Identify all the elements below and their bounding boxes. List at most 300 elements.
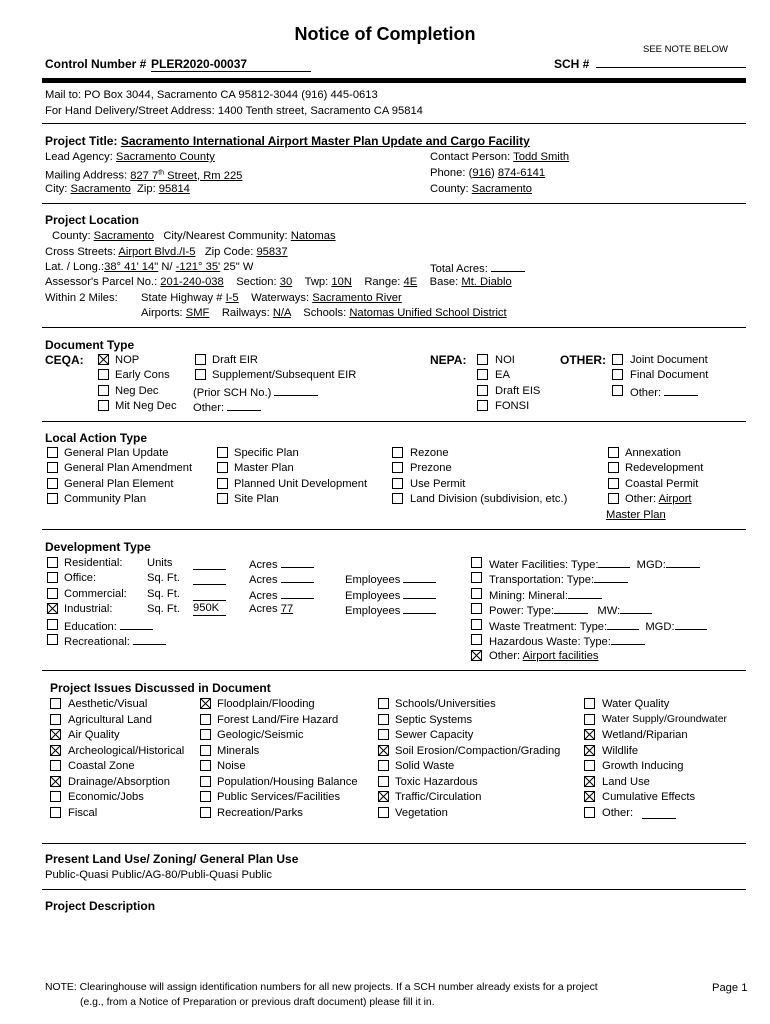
lat-suffix: N/: [158, 261, 176, 273]
checkbox-site-plan[interactable]: [217, 493, 228, 504]
mailing-street-number: 827 7: [130, 169, 159, 182]
checkbox-issue-sewer-capacity[interactable]: [378, 729, 389, 740]
residential-units-label: Units: [147, 557, 173, 569]
waste-treatment-type-field[interactable]: [607, 618, 639, 630]
power-label: Power: Type:: [489, 605, 555, 617]
issue-label-growth-inducing: Growth Inducing: [602, 760, 684, 772]
checkbox-power[interactable]: [471, 603, 482, 614]
checkbox-issue-archeological-historical[interactable]: [50, 745, 61, 756]
hazardous-waste-field[interactable]: [611, 633, 645, 645]
waste-treatment-mgd-label: MGD:: [645, 621, 675, 633]
checkbox-specific-plan[interactable]: [217, 447, 228, 458]
checkbox-issue-schools-universities[interactable]: [378, 698, 389, 709]
doc-other-row: [630, 384, 698, 400]
commercial-acres-label: Acres: [249, 590, 278, 602]
checkbox-use-permit[interactable]: [392, 478, 403, 489]
checkbox-issue-drainage-absorption[interactable]: [50, 776, 61, 787]
checkbox-general-plan-amendment[interactable]: [47, 462, 58, 473]
lead-agency-label: Lead Agency:: [45, 151, 113, 163]
residential-label: Residential:: [64, 557, 123, 569]
sch-number-field[interactable]: [596, 67, 746, 68]
industrial-sqft-label: Sq. Ft.: [147, 603, 180, 615]
lat-long-row: [45, 260, 253, 274]
document-type-heading: Document Type: [45, 338, 135, 352]
divider: [42, 670, 746, 671]
checkbox-final-document[interactable]: [612, 369, 623, 380]
base-label: Base:: [429, 276, 459, 288]
hazardous-waste-label: Hazardous Waste: Type:: [489, 636, 611, 648]
page-number: Page 1: [712, 982, 748, 994]
land-division-label: Land Division (subdivision, etc.): [410, 493, 568, 505]
checkbox-issue-recreation-parks[interactable]: [200, 807, 211, 818]
checkbox-community-plan[interactable]: [47, 493, 58, 504]
city-label: City:: [45, 183, 68, 195]
checkbox-water-facilities[interactable]: [471, 557, 482, 568]
issue-label-noise: Noise: [217, 760, 246, 772]
section-value[interactable]: 30: [279, 276, 293, 288]
see-note-below: SEE NOTE BELOW: [643, 44, 728, 55]
neg-dec-label: Neg Dec: [115, 385, 159, 397]
section-label: Section:: [236, 276, 277, 288]
railways-value[interactable]: N/A: [272, 307, 291, 319]
general-plan-amendment-label: General Plan Amendment: [64, 462, 193, 474]
annexation-label: Annexation: [625, 447, 681, 459]
checkbox-office[interactable]: [47, 572, 58, 583]
checkbox-rezone[interactable]: [392, 447, 403, 458]
office-employees-field[interactable]: [403, 571, 436, 583]
project-description-field[interactable]: [45, 918, 745, 974]
checkbox-issue-land-use[interactable]: [584, 776, 595, 787]
community-plan-label: Community Plan: [64, 493, 147, 505]
education-label: Education:: [64, 621, 117, 633]
industrial-label: Industrial:: [64, 603, 113, 615]
education-row: [64, 618, 153, 634]
recreational-label: Recreational:: [64, 636, 130, 648]
location-zip-value[interactable]: 95837: [256, 246, 288, 258]
specific-plan-label: Specific Plan: [234, 447, 299, 459]
mailing-address-value[interactable]: [130, 170, 242, 182]
issue-label-wildlife: Wildlife: [602, 744, 639, 757]
mining-row: [489, 587, 602, 603]
phone-number[interactable]: 874-6141: [497, 167, 546, 179]
checkbox-mining[interactable]: [471, 588, 482, 599]
zip-value[interactable]: 95814: [158, 183, 190, 195]
rezone-label: Rezone: [410, 447, 449, 459]
issue-label-water-supply-groundwater: Water Supply/Groundwater: [602, 713, 727, 725]
issue-label-soil-erosion-compaction-grading: Soil Erosion/Compaction/Grading: [395, 744, 561, 757]
checkbox-education[interactable]: [47, 619, 58, 630]
issue-label-minerals: Minerals: [217, 744, 260, 757]
checkbox-draft-eir[interactable]: [195, 354, 206, 365]
issue-label-wetland-riparian: Wetland/Riparian: [602, 729, 688, 741]
other-label: OTHER:: [560, 353, 606, 367]
issue-label-floodplain-flooding: Floodplain/Flooding: [217, 698, 315, 710]
divider: [42, 889, 746, 890]
checkbox-issue-solid-waste[interactable]: [378, 760, 389, 771]
power-row: [489, 602, 652, 618]
parcel-label: Assessor's Parcel No.:: [45, 276, 158, 288]
redevelopment-label: Redevelopment: [625, 462, 704, 474]
checkbox-issue-vegetation[interactable]: [378, 807, 389, 818]
water-facilities-row: [489, 556, 700, 572]
zip-label: Zip:: [137, 183, 156, 195]
issue-label-fiscal: Fiscal: [68, 806, 98, 819]
ceqa-other-field[interactable]: [227, 399, 261, 411]
transportation-row: [489, 571, 628, 587]
residential-acres-field[interactable]: [281, 556, 314, 568]
local-other-value[interactable]: Airport: [658, 493, 692, 505]
office-acres-field[interactable]: [281, 571, 314, 583]
cross-streets-row: [45, 245, 288, 259]
project-title-row: [45, 134, 530, 148]
local-other-row: [625, 492, 692, 506]
industrial-sqft-field[interactable]: [193, 602, 226, 616]
transportation-label: Transportation: Type:: [489, 574, 595, 586]
airports-row: [141, 306, 507, 320]
location-zip-label: Zip Code:: [204, 246, 254, 258]
residential-acres-label: Acres: [249, 559, 278, 571]
commercial-acres-row: [249, 587, 314, 603]
office-sqft-label: Sq. Ft.: [147, 572, 180, 584]
residential-acres-row: [249, 556, 314, 572]
phone-label: Phone:: [430, 167, 466, 179]
airports-value[interactable]: SMF: [185, 307, 210, 319]
divider: [42, 529, 746, 530]
checkbox-recreational[interactable]: [47, 634, 58, 645]
waste-treatment-mgd-field[interactable]: [675, 618, 707, 630]
doc-other-label: Other:: [630, 387, 662, 399]
checkbox-prezone[interactable]: [392, 462, 403, 473]
schools-value[interactable]: Natomas Unified School District: [349, 307, 507, 319]
checkbox-issue-water-quality[interactable]: [584, 698, 595, 709]
project-title-label: Project Title:: [45, 134, 118, 148]
industrial-acres-row: [249, 602, 293, 616]
waste-treatment-label: Waste Treatment: Type:: [489, 621, 608, 633]
issue-label-schools-universities: Schools/Universities: [395, 698, 496, 710]
footer-note-line2: (e.g., from a Notice of Preparation or previous draft document) please fill it in.: [80, 997, 435, 1008]
page-title: Notice of Completion: [294, 24, 476, 44]
community-value[interactable]: Natomas: [290, 230, 336, 242]
checkbox-issue-soil-erosion-compaction-grading[interactable]: [378, 745, 389, 756]
checkbox-annexation[interactable]: [608, 447, 619, 458]
checkbox-land-division[interactable]: [392, 493, 403, 504]
city-value[interactable]: Sacramento: [70, 183, 131, 195]
office-label: Office:: [64, 572, 97, 584]
checkbox-issue-other[interactable]: [584, 807, 595, 818]
coastal-permit-label: Coastal Permit: [625, 478, 699, 490]
checkbox-nop[interactable]: [98, 354, 109, 365]
base-value[interactable]: Mt. Diablo: [461, 276, 512, 288]
draft-eis-label: Draft EIS: [495, 385, 541, 397]
issue-label-agricultural-land: Agricultural Land: [68, 713, 152, 726]
checkbox-commercial[interactable]: [47, 588, 58, 599]
power-mw-label: MW:: [597, 605, 621, 617]
control-number-field[interactable]: [151, 57, 311, 72]
issue-label-sewer-capacity: Sewer Capacity: [395, 729, 474, 741]
twp-value[interactable]: 10N: [331, 276, 352, 288]
water-facilities-label: Water Facilities: Type:: [489, 559, 599, 571]
office-acres-label: Acres: [249, 574, 278, 586]
industrial-employees-label: Employees: [345, 605, 401, 617]
nepa-label: NEPA:: [430, 353, 467, 367]
checkbox-issue-public-services-facilities[interactable]: [200, 791, 211, 802]
prezone-label: Prezone: [410, 462, 452, 474]
industrial-sqft-value: 950K: [193, 602, 220, 614]
checkbox-doc-other[interactable]: [612, 385, 623, 396]
office-acres-row: [249, 571, 314, 587]
checkbox-neg-dec[interactable]: [98, 385, 109, 396]
lead-agency-row: [45, 150, 215, 164]
checkbox-draft-eis[interactable]: [477, 385, 488, 396]
mining-field[interactable]: [568, 587, 602, 599]
issue-label-vegetation: Vegetation: [395, 806, 448, 819]
mail-line-2: For Hand Delivery/Street Address: 1400 Tenth street, Sacramento CA 95814: [45, 105, 423, 117]
doc-other-field[interactable]: [664, 384, 698, 396]
phone-row: Phone: (916) 874-6141: [430, 167, 546, 179]
contact-row: [430, 150, 569, 164]
local-other-label: Other:: [625, 493, 657, 505]
issue-label-cumulative-effects: Cumulative Effects: [602, 791, 696, 803]
development-type-heading: Development Type: [45, 540, 151, 554]
issue-label-aesthetic-visual: Aesthetic/Visual: [68, 698, 148, 710]
development-other-label: Other:: [489, 650, 521, 662]
location-county-value[interactable]: Sacramento: [93, 230, 154, 242]
supplement-eir-label: Supplement/Subsequent EIR: [212, 369, 357, 381]
prior-sch-field[interactable]: [274, 384, 318, 396]
checkbox-early-cons[interactable]: [98, 369, 109, 380]
mail-line-1: Mail to: PO Box 3044, Sacramento CA 95812-3044 (916) 445-0613: [45, 89, 378, 101]
issue-label-coastal-zone: Coastal Zone: [68, 760, 135, 772]
checkbox-general-plan-update[interactable]: [47, 447, 58, 458]
issue-label-archeological-historical: Archeological/Historical: [68, 744, 185, 757]
checkbox-issue-agricultural-land[interactable]: [50, 714, 61, 725]
noi-label: NOI: [495, 354, 515, 366]
commercial-employees-field[interactable]: [403, 587, 436, 599]
checkbox-issue-wetland-riparian[interactable]: [584, 729, 595, 740]
total-acres-row: [430, 260, 525, 276]
issue-label-recreation-parks: Recreation/Parks: [217, 806, 303, 819]
checkbox-issue-coastal-zone[interactable]: [50, 760, 61, 771]
checkbox-issue-fiscal[interactable]: [50, 807, 61, 818]
checkbox-issue-minerals[interactable]: [200, 745, 211, 756]
checkbox-residential[interactable]: [47, 557, 58, 568]
location-county-row: [52, 229, 336, 243]
issue-label-septic-systems: Septic Systems: [395, 713, 473, 726]
commercial-label: Commercial:: [64, 588, 127, 600]
contact-label: Contact Person:: [430, 151, 511, 163]
office-sqft-field[interactable]: [193, 573, 226, 585]
power-type-field[interactable]: [554, 602, 588, 614]
checkbox-local-other[interactable]: [608, 493, 619, 504]
hazardous-waste-row: [489, 633, 645, 649]
control-number-label: Control Number #: [45, 57, 147, 71]
water-facilities-type-field[interactable]: [598, 556, 630, 568]
checkbox-master-plan[interactable]: [217, 462, 228, 473]
county-row: [430, 182, 532, 196]
checkbox-noi[interactable]: [477, 354, 488, 365]
development-other-row: [489, 649, 598, 663]
mining-label: Mining: Mineral:: [489, 590, 568, 602]
checkbox-issue-noise[interactable]: [200, 760, 211, 771]
divider: [42, 843, 746, 844]
checkbox-joint-document[interactable]: [612, 354, 623, 365]
industrial-employees-field[interactable]: [403, 602, 436, 614]
header-divider: [42, 78, 746, 83]
longitude-suffix: 25" W: [220, 261, 254, 273]
checkbox-mit-neg-dec[interactable]: [98, 400, 109, 411]
cross-streets-label: Cross Streets:: [45, 246, 116, 258]
checkbox-issue-growth-inducing[interactable]: [584, 760, 595, 771]
range-label: Range:: [364, 276, 401, 288]
planned-unit-development-label: Planned Unit Development: [234, 478, 368, 490]
issue-label-air-quality: Air Quality: [68, 729, 120, 741]
divider: [42, 123, 746, 124]
within-label: Within 2 Miles:: [45, 292, 118, 304]
phone-area[interactable]: 916: [472, 167, 491, 179]
power-mw-field[interactable]: [620, 602, 652, 614]
issue-label-land-use: Land Use: [602, 775, 650, 788]
county-value[interactable]: Sacramento: [471, 183, 532, 195]
lead-agency-value[interactable]: Sacramento County: [115, 151, 215, 163]
highway-label: State Highway #: [141, 292, 223, 304]
total-acres-field[interactable]: [491, 260, 525, 272]
ceqa-label: CEQA:: [45, 353, 84, 367]
ceqa-other-label: Other:: [193, 402, 225, 414]
general-plan-update-label: General Plan Update: [64, 447, 169, 459]
issue-label-geologic-seismic: Geologic/Seismic: [217, 729, 304, 741]
transportation-field[interactable]: [594, 571, 628, 583]
issue-label-other: Other:: [602, 806, 634, 819]
checkbox-issue-wildlife[interactable]: [584, 745, 595, 756]
lat-long-label: Lat. / Long.:: [45, 261, 105, 273]
issue-label-drainage-absorption: Drainage/Absorption: [68, 775, 170, 788]
site-plan-label: Site Plan: [234, 493, 279, 505]
issue-other-field[interactable]: [642, 807, 676, 819]
commercial-acres-field[interactable]: [281, 587, 314, 599]
commercial-sqft-label: Sq. Ft.: [147, 588, 180, 600]
checkbox-general-plan-element[interactable]: [47, 478, 58, 489]
water-facilities-mgd-label: MGD:: [636, 559, 666, 571]
nop-label: NOP: [115, 354, 140, 366]
master-plan-label: Master Plan: [234, 462, 294, 474]
divider: [42, 203, 746, 204]
checkbox-issue-air-quality[interactable]: [50, 729, 61, 740]
railways-label: Railways:: [221, 307, 270, 319]
checkbox-issue-septic-systems[interactable]: [378, 714, 389, 725]
checkbox-issue-population-housing-balance[interactable]: [200, 776, 211, 787]
divider: [42, 327, 746, 328]
issue-label-public-services-facilities: Public Services/Facilities: [217, 791, 341, 803]
water-facilities-mgd-field[interactable]: [666, 556, 700, 568]
control-number-value: PLER2020-00037: [151, 57, 248, 71]
residential-units-field[interactable]: [193, 558, 226, 570]
checkbox-issue-geologic-seismic[interactable]: [200, 729, 211, 740]
mailing-street-name: Street, Rm 225: [164, 169, 243, 182]
checkbox-supplement-eir[interactable]: [195, 369, 206, 380]
industrial-acres-value[interactable]: 77: [280, 603, 294, 615]
project-description-heading: Project Description: [45, 899, 156, 913]
checkbox-redevelopment[interactable]: [608, 462, 619, 473]
community-label: City/Nearest Community:: [163, 230, 288, 242]
office-employees-row: [345, 571, 436, 587]
mailing-address-label: Mailing Address:: [45, 169, 128, 182]
parcel-row: [45, 275, 512, 289]
general-plan-element-label: General Plan Element: [64, 478, 174, 490]
checkbox-ea[interactable]: [477, 369, 488, 380]
checkbox-issue-water-supply-groundwater[interactable]: [584, 714, 595, 725]
development-other-value[interactable]: Airport facilities: [522, 650, 599, 662]
issue-label-water-quality: Water Quality: [602, 698, 670, 710]
issue-label-traffic-circulation: Traffic/Circulation: [395, 791, 482, 803]
issue-label-toxic-hazardous: Toxic Hazardous: [395, 775, 478, 788]
checkbox-issue-forest-land-fire-hazard[interactable]: [200, 714, 211, 725]
checkbox-issue-economic-jobs[interactable]: [50, 791, 61, 802]
draft-eir-label: Draft EIR: [212, 354, 259, 366]
checkbox-planned-unit-development[interactable]: [217, 478, 228, 489]
checkbox-fonsi[interactable]: [477, 400, 488, 411]
ceqa-other-row: [193, 399, 261, 415]
highway-value[interactable]: I-5: [225, 292, 239, 304]
range-value[interactable]: 4E: [403, 276, 418, 288]
cross-streets-value[interactable]: Airport Blvd./I-5: [118, 246, 196, 258]
mit-neg-dec-label: Mit Neg Dec: [115, 400, 177, 412]
fonsi-label: FONSI: [495, 400, 530, 412]
commercial-sqft-field[interactable]: [193, 589, 226, 601]
land-use-value[interactable]: Public-Quasi Public/AG-80/Publi-Quasi Public: [45, 869, 272, 881]
latitude-value[interactable]: 38° 41' 14": [104, 261, 159, 273]
land-use-heading: Present Land Use/ Zoning/ General Plan Use: [45, 852, 299, 866]
highway-row: [141, 291, 402, 305]
mailing-superscript: th: [158, 169, 165, 176]
issue-label-solid-waste: Solid Waste: [395, 760, 455, 772]
checkbox-waste-treatment[interactable]: [471, 619, 482, 630]
checkbox-issue-aesthetic-visual[interactable]: [50, 698, 61, 709]
local-other-value-line2[interactable]: Master Plan: [606, 509, 666, 521]
issue-label-forest-land-fire-hazard: Forest Land/Fire Hazard: [217, 713, 339, 726]
recreational-field[interactable]: [133, 633, 166, 645]
airports-label: Airports:: [141, 307, 183, 319]
checkbox-issue-toxic-hazardous[interactable]: [378, 776, 389, 787]
use-permit-label: Use Permit: [410, 478, 466, 490]
waterways-value[interactable]: Sacramento River: [312, 292, 402, 304]
project-location-heading: Project Location: [45, 213, 140, 227]
local-action-heading: Local Action Type: [45, 431, 148, 445]
checkbox-issue-traffic-circulation[interactable]: [378, 791, 389, 802]
location-county-label: County:: [52, 230, 91, 242]
industrial-acres-label: Acres: [249, 603, 278, 615]
project-title-value[interactable]: Sacramento International Airport Master Plan Update and Cargo Facility: [120, 134, 530, 148]
longitude-value[interactable]: -121° 35': [175, 261, 221, 273]
parcel-value[interactable]: 201-240-038: [160, 276, 224, 288]
education-field[interactable]: [120, 618, 153, 630]
checkbox-development-other[interactable]: [471, 650, 482, 661]
issue-label-population-housing-balance: Population/Housing Balance: [217, 775, 358, 788]
prior-sch-row: [193, 384, 318, 400]
ea-label: EA: [495, 369, 510, 381]
checkbox-coastal-permit[interactable]: [608, 478, 619, 489]
checkbox-industrial[interactable]: [47, 603, 58, 614]
recreational-row: [64, 633, 166, 649]
checkbox-hazardous-waste[interactable]: [471, 634, 482, 645]
checkbox-transportation[interactable]: [471, 572, 482, 583]
footer-note-line1: NOTE: Clearinghouse will assign identification numbers for all new projects. If a SCH number already exists for a project: [45, 982, 598, 993]
twp-label: Twp:: [304, 276, 329, 288]
industrial-employees-row: [345, 602, 436, 618]
contact-value[interactable]: Todd Smith: [513, 151, 570, 163]
checkbox-issue-floodplain-flooding[interactable]: [200, 698, 211, 709]
schools-label: Schools:: [303, 307, 347, 319]
checkbox-issue-cumulative-effects[interactable]: [584, 791, 595, 802]
